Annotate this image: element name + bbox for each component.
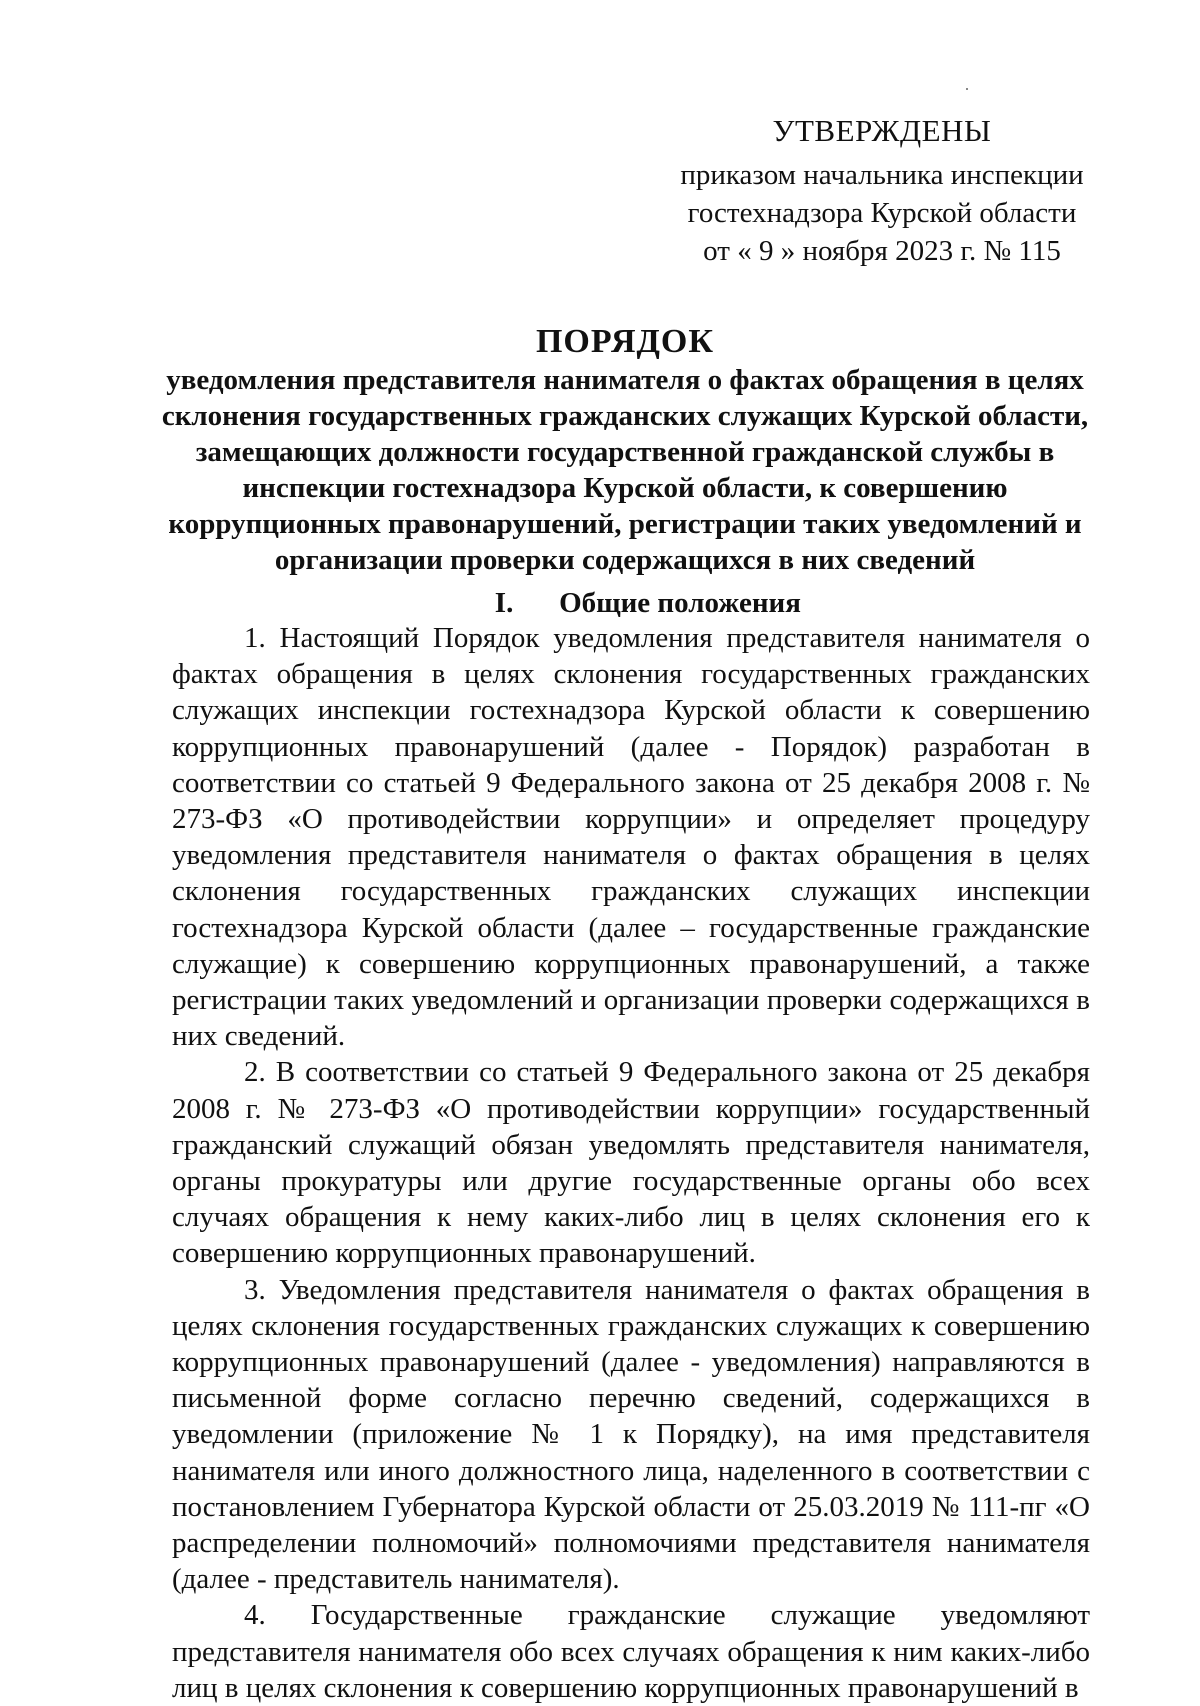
paragraph-2: 2. В соответствии со статьей 9 Федерального закона от 25 декабря 2008 г. № 273-ФЗ «О противодействии коррупции» государственный гражданский служащий обязан уведомлять представителя нанимателя, органы прокуратуры или другие государственные органы обо всех случаях обращения к нему каких-либо лиц в целях склонения его к совершению коррупционных правонарушений. [172, 1056, 1090, 1270]
document-title-block [160, 322, 1090, 578]
approval-line-1: приказом начальника инспекции [680, 159, 1084, 191]
approval-stamp-block [672, 112, 1092, 270]
approval-line-2: гостехнадзора Курской области [687, 197, 1077, 229]
document-subtitle: уведомления представителя нанимателя о фактах обращения в целях склонения государственных гражданских служащих Курской области, замещающих должности государственной гражданской службы в инспекции гостехнадзора Курской области, к совершению коррупционных правонарушений, регистрации таких уведомлений и организации проверки содержащихся в них сведений [161, 364, 1089, 576]
section-title: Общие положения [559, 587, 801, 619]
document-title: ПОРЯДОК [535, 323, 714, 360]
approval-line-3: от « 9 » ноября 2023 г. № 115 [703, 235, 1061, 267]
body-text [172, 620, 1090, 1706]
scan-speck [966, 88, 968, 90]
paragraph-1: 1. Настоящий Порядок уведомления представителя нанимателя о фактах обращения в целях склонения государственных гражданских служащих инспекции гостехнадзора Курской области к совершению коррупционных правонарушений (далее - Порядок) разработан в соответствии со статьей 9 Федерального закона от 25 декабря 2008 г. № 273-ФЗ «О противодействии коррупции» и определяет процедуру уведомления представителя нанимателя о фактах обращения в целях склонения государственных гражданских служащих инспекции гостехнадзора Курской области (далее – государственные гражданские служащие) к совершению коррупционных правонарушений, а также регистрации таких уведомлений и организации проверки содержащихся в них сведений. [172, 622, 1090, 1053]
section-heading [160, 585, 1090, 621]
paragraph-3: 3. Уведомления представителя нанимателя о фактах обращения в целях склонения государственных гражданских служащих к совершению коррупционных правонарушений (далее - уведомления) направляются в письменной форме согласно перечню сведений, содержащихся в уведомлении (приложение № 1 к Порядку), на имя представителя нанимателя или иного должностного лица, наделенного в соответствии с постановлением Губернатора Курской области от 25.03.2019 № 111-пг «О распределении полномочий» полномочиями представителя нанимателя (далее - представитель нанимателя). [172, 1273, 1090, 1596]
section-number: I. [494, 587, 514, 619]
approval-heading: УТВЕРЖДЕНЫ [772, 113, 992, 148]
paragraph-4: 4. Государственные гражданские служащие уведомляют представителя нанимателя обо всех случаях обращения к ним каких-либо лиц в целях склонения к совершению коррупционных правонарушений в [172, 1599, 1090, 1704]
